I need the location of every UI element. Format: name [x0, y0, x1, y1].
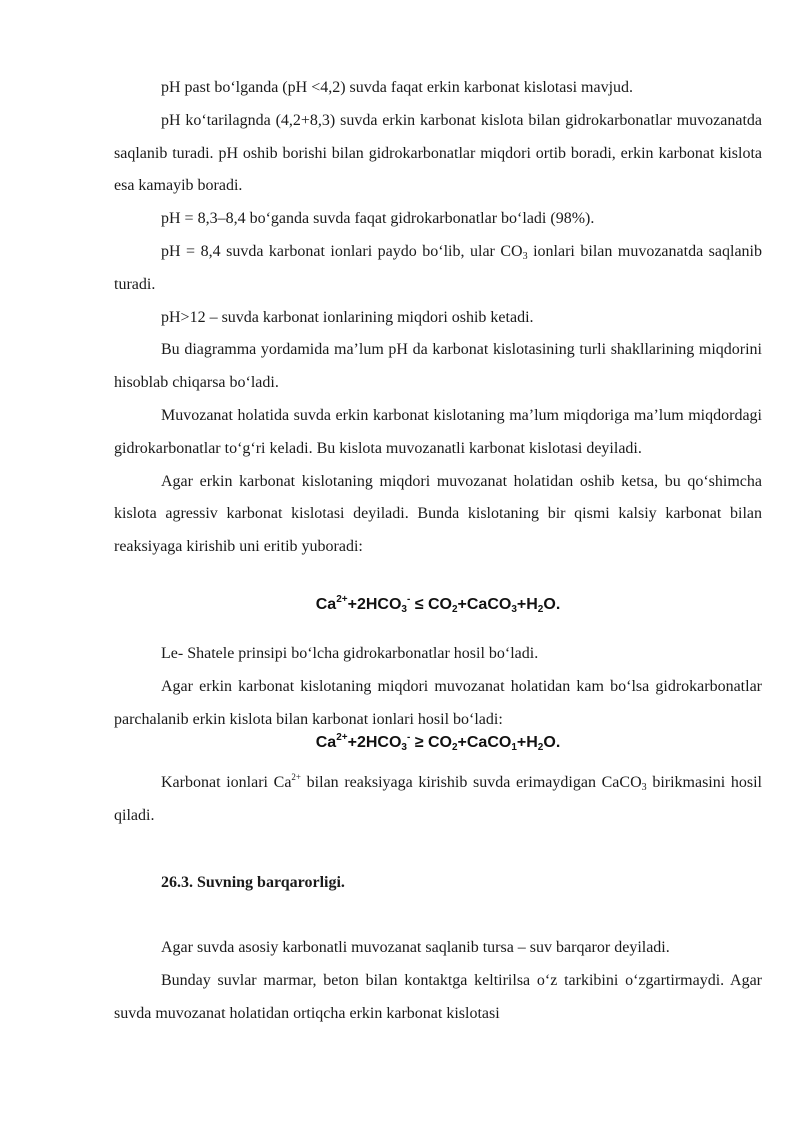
- eq-hco3: +2HCO: [347, 596, 402, 613]
- subscript: 3: [641, 782, 647, 793]
- paragraph: pH past bo‘lganda (pH <4,2) suvda faqat erkin karbonat kislotasi mavjud.: [161, 79, 634, 96]
- eq-h2o: +H: [516, 734, 538, 751]
- eq-ca: Ca: [315, 734, 337, 751]
- paragraph: pH ko‘tarilagnda (4,2+8,3) suvda erkin karbonat kislota bilan gidrokarbonatlar muvozanatda saqlanib turadi. pH oshib borishi bilan gidrokarbonatlar miqdori ortib boradi, erkin karbonat kislota esa kamayib boradi.: [114, 111, 762, 195]
- eq-hco3-charge: -: [406, 594, 411, 605]
- text-span: ionlari bilan muvozanatda saqlanib turadi.: [114, 242, 762, 293]
- eq-h2o-sub: 2: [537, 742, 544, 753]
- eq-caco-sub: 1: [511, 742, 517, 753]
- paragraph: Muvozanat holatida suvda erkin karbonat kislotaning ma’lum miqdoriga ma’lum miqdordagi gidrokarbonatlar to‘g‘ri keladi. Bu kislota muvozanatli karbonat kislotasi deyiladi.: [114, 406, 762, 457]
- eq-co2-sub: 2: [451, 604, 458, 615]
- eq-h2o-sub: 2: [537, 604, 544, 615]
- text-block-4: [114, 932, 762, 1030]
- eq-caco-sub: 3: [511, 604, 517, 615]
- text-span: birikmasini hosil qiladi.: [114, 774, 762, 824]
- eq-ca: Ca: [315, 596, 337, 613]
- eq-h2o: +H: [516, 596, 538, 613]
- paragraph: Agar suvda asosiy karbonatli muvozanat saqlanib tursa – suv barqaror deyiladi.: [161, 939, 670, 956]
- eq-hco3-sub: 3: [401, 604, 407, 615]
- superscript: 2+: [291, 772, 301, 782]
- eq-ca-charge: 2+: [336, 594, 348, 605]
- eq-end: .: [555, 596, 561, 613]
- equation-calcium-bicarbonate-reverse: [114, 734, 762, 752]
- paragraph: Bunday suvlar marmar, beton bilan kontaktga keltirilsa o‘z tarkibini o‘zgartirmaydi. Agar suvda muvozanat holatidan ortiqcha erkin karbonat kislotasi: [114, 971, 762, 1022]
- eq-hco3-sub: 3: [401, 742, 407, 753]
- text-span: bilan reaksiyaga kirishib suvda erimaydigan CaCO: [301, 774, 642, 791]
- eq-hco3-charge: -: [406, 732, 411, 743]
- eq-op: ≥ CO: [410, 734, 452, 751]
- eq-caco: +CaCO: [457, 734, 512, 751]
- eq-co2-sub: 2: [451, 742, 458, 753]
- eq-h2o-end: O: [543, 596, 556, 613]
- paragraph: Le- Shatele prinsipi bo‘lcha gidrokarbonatlar hosil bo‘ladi.: [161, 645, 539, 662]
- text-span: pH = 8,4 suvda karbonat ionlari paydo bo‘lib, ular CO: [161, 242, 523, 260]
- paragraph: [114, 767, 762, 833]
- eq-h2o-end: O: [543, 734, 556, 751]
- paragraph: pH = 8,3–8,4 bo‘ganda suvda faqat gidrokarbonatlar bo‘ladi (98%).: [161, 210, 595, 228]
- eq-caco: +CaCO: [457, 596, 512, 613]
- eq-end: .: [555, 734, 561, 751]
- paragraph: Agar erkin karbonat kislotaning miqdori muvozanat holatidan oshib ketsa, bu qo‘shimcha kislota agressiv karbonat kislotasi deyiladi. Bunda kislotaning bir qismi kalsiy karbonat bilan reaksiyaga kirishib uni eritib yuboradi:: [114, 472, 762, 556]
- text-block-3: [114, 767, 762, 833]
- eq-ca-charge: 2+: [336, 732, 348, 743]
- subscript: 3: [522, 250, 528, 262]
- equation-calcium-bicarbonate-forward: [114, 596, 762, 614]
- text-block-1: [114, 72, 762, 564]
- section-heading: 26.3. Suvning barqarorligi.: [161, 874, 345, 891]
- paragraph: [114, 236, 762, 302]
- paragraph: pH>12 – suvda karbonat ionlarining miqdori oshib ketadi.: [161, 308, 534, 326]
- eq-op: ≤ CO: [410, 596, 452, 613]
- paragraph: Agar erkin karbonat kislotaning miqdori muvozanat holatidan kam bo‘lsa gidrokarbonatlar parchalanib erkin kislota bilan karbonat ionlari hosil bo‘ladi:: [114, 677, 762, 728]
- paragraph: Bu diagramma yordamida ma’lum pH da karbonat kislotasining turli shakllarining miqdorini hisoblab chiqarsa bo‘ladi.: [114, 341, 762, 392]
- eq-hco3: +2HCO: [347, 734, 402, 751]
- text-span: Karbonat ionlari Ca: [161, 774, 292, 791]
- text-block-2: [114, 638, 762, 736]
